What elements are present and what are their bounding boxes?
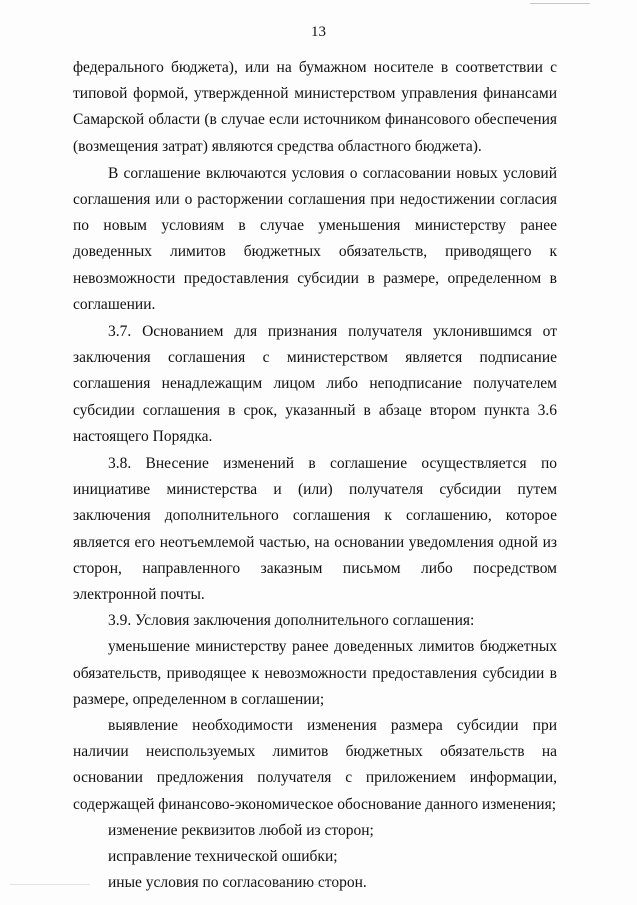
list-item-condition-5: иные условия по согласованию сторон. (108, 874, 367, 892)
list-item-condition-1: уменьшение министерству ранее доведенных лимитов бюджетных обязательств, приводящее к невозможности предоставления субсидии в размере, определенном в соглашении; (73, 638, 557, 708)
page-number: 13 (311, 24, 326, 40)
paragraph-continuation: федерального бюджета), или на бумажном носителе в соответствии с типовой формой, утвержденной министерством управления финансами Самарской области (в случае если источником финансового обеспечения (возмещения затрат) являются средства областного бюджета). (73, 59, 557, 155)
paragraph-agreement-terms: В соглашение включаются условия о согласовании новых условий соглашения или о расторжении соглашения при недостижении согласия по новым условиям в случае уменьшения министерству ранее доведенных лимитов бюджетных обязательств, приводящего к невозможности предоставления субсидии в размере, определенном в соглашении. (73, 164, 557, 313)
list-item-condition-3: изменение реквизитов любой из сторон; (108, 821, 374, 839)
paragraph-3-8: 3.8. Внесение изменений в соглашение осуществляется по инициативе министерства и (или) получателя субсидии путем заключения дополнительного соглашения к соглашению, которое является его неотъемлемой частью, на основании уведомления одной из сторон, направленного заказным письмом либо посредством электронной почты. (73, 455, 557, 604)
scan-artifact-bottom (10, 884, 90, 885)
list-item-condition-2: выявление необходимости изменения размера субсидии при наличии неиспользуемых лимитов бюджетных обязательств на основании предложения получателя с приложением информации, содержащей финансово-экономическое обоснование данного изменения; (73, 717, 557, 813)
scan-artifact-bottom-center (250, 884, 340, 885)
document-body (73, 55, 557, 897)
scan-artifact-top-right (530, 3, 590, 4)
list-item-condition-4: исправление технической ошибки; (108, 848, 338, 866)
paragraph-3-7: 3.7. Основанием для признания получателя уклонившимся от заключения соглашения с министерством является подписание соглашения ненадлежащим лицом либо неподписание получателем субсидии соглашения в срок, указанный в абзаце втором пункта 3.6 настоящего Порядка. (73, 323, 557, 445)
paragraph-3-9: 3.9. Условия заключения дополнительного соглашения: (108, 612, 475, 630)
